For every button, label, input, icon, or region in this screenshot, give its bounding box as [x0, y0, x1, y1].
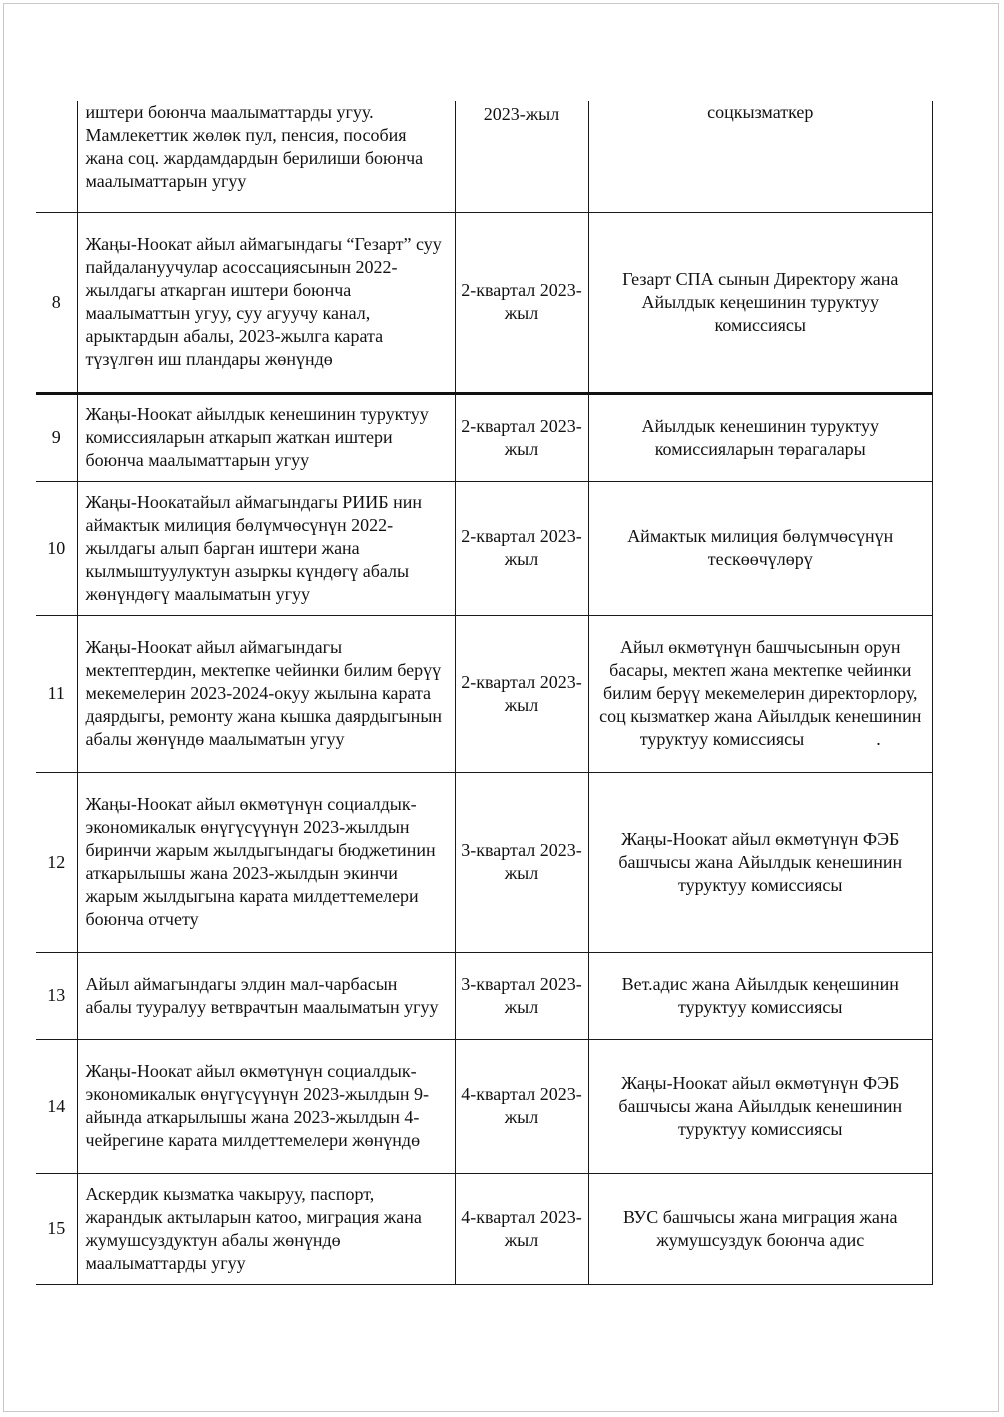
table-row	[36, 615, 933, 772]
row-number: 9	[36, 393, 77, 481]
row-topic: Жаңы-Ноокат айылдык кенешинин туруктуу комиссияларын аткарып жаткан иштери боюнча маалыматтарын угуу	[77, 393, 455, 481]
row-topic: Жаңы-Ноокат айыл өкмөтүнүн социалдык-экономикалык өнүгүсүүнүн 2023-жылдын биринчи жарым жылдыгындагы бюджетинин аткарылышы жана 2023-жылдын экинчи жарым жылдыгына карата милдеттемелери боюнча отчету	[77, 772, 455, 952]
table-row	[36, 212, 933, 393]
table-row	[36, 772, 933, 952]
row-topic: Аскердик кызматка чакыруу, паспорт, жарандык актыларын катоо, миграция жана жумушсуздуктун абалы жөнүндө маалыматтарды угуу	[77, 1173, 455, 1284]
row-topic: Айыл аймагындагы элдин мал-чарбасын абалы тууралуу ветврачтын маалыматын угуу	[77, 952, 455, 1039]
row-number	[36, 101, 77, 212]
table-row	[36, 101, 933, 212]
row-period: 3-квартал 2023-жыл	[455, 772, 588, 952]
table-row	[36, 393, 933, 481]
row-number: 11	[36, 615, 77, 772]
row-period: 4-квартал 2023-жыл	[455, 1039, 588, 1173]
row-period: 3-квартал 2023-жыл	[455, 952, 588, 1039]
row-number: 8	[36, 212, 77, 393]
row-topic: Жаңы-Ноокат айыл аймагындагы “Гезарт” суу пайдалануучулар асоссациясынын 2022-жылдагы аткарган иштери боюнча маалыматтын угуу, суу агуучу канал, арыктардын абалы, 2023-жылга карата түзүлгөн иш пландары жөнүндө	[77, 212, 455, 393]
row-period: 4-квартал 2023-жыл	[455, 1173, 588, 1284]
table-row	[36, 481, 933, 615]
row-topic: Жаңы-Ноокатайыл аймагындагы РИИБ нин аймактык милиция бөлүмчөсүнүн 2022-жылдагы алып барган иштери жана кылмыштуулуктун азыркы күндөгү абалы жөнүндөгү маалыматын угуу	[77, 481, 455, 615]
row-responsible: Айыл өкмөтүнүн башчысынын орун басары, мектеп жана мектепке чейинки билим берүү мекемелерин директорлору, соц кызматкер жана Айылдык кенешинин туруктуу комиссиясы .	[588, 615, 933, 772]
row-responsible: Аймактык милиция бөлүмчөсүнүн тескөөчүлөрү	[588, 481, 933, 615]
row-topic: иштери боюнча маалыматтарды угуу. Мамлекеттик жөлөк пул, пенсия, пособия жана соц. жардамдардын берилиши боюнча маалыматтарын угуу	[77, 101, 455, 212]
work-plan-table	[36, 101, 933, 1285]
row-topic: Жаңы-Ноокат айыл өкмөтүнүн социалдык-экономикалык өнүгүсүүнүн 2023-жылдын 9-айында аткарылышы жана 2023-жылдын 4-чейрегине карата милдеттемелери жөнүндө	[77, 1039, 455, 1173]
row-responsible: соцкызматкер	[588, 101, 933, 212]
document-page	[3, 3, 999, 1412]
row-period: 2-квартал 2023-жыл	[455, 393, 588, 481]
row-responsible: Вет.адис жана Айылдык кеңешинин туруктуу комиссиясы	[588, 952, 933, 1039]
row-responsible: ВУС башчысы жана миграция жана жумушсуздук боюнча адис	[588, 1173, 933, 1284]
row-number: 15	[36, 1173, 77, 1284]
row-period: 2-квартал 2023-жыл	[455, 615, 588, 772]
row-number: 13	[36, 952, 77, 1039]
row-number: 14	[36, 1039, 77, 1173]
row-responsible: Жаңы-Ноокат айыл өкмөтүнүн ФЭБ башчысы жана Айылдык кенешинин туруктуу комиссиясы	[588, 772, 933, 952]
row-period: 2023-жыл	[455, 101, 588, 212]
row-period: 2-квартал 2023-жыл	[455, 481, 588, 615]
table-row	[36, 1039, 933, 1173]
table-row	[36, 952, 933, 1039]
table-row	[36, 1173, 933, 1284]
row-responsible: Жаңы-Ноокат айыл өкмөтүнүн ФЭБ башчысы жана Айылдык кенешинин туруктуу комиссиясы	[588, 1039, 933, 1173]
row-number: 10	[36, 481, 77, 615]
row-period: 2-квартал 2023-жыл	[455, 212, 588, 393]
row-topic: Жаңы-Ноокат айыл аймагындагы мектептердин, мектепке чейинки билим берүү мекемелерин 2023-2024-окуу жылына карата даярдыгы, ремонту жана кышка даярдыгынын абалы жөнүндө маалыматын угуу	[77, 615, 455, 772]
row-number: 12	[36, 772, 77, 952]
row-responsible: Айылдык кенешинин туруктуу комиссияларын төрагалары	[588, 393, 933, 481]
row-responsible: Гезарт СПА сынын Директору жана Айылдык кеңешинин туруктуу комиссиясы	[588, 212, 933, 393]
